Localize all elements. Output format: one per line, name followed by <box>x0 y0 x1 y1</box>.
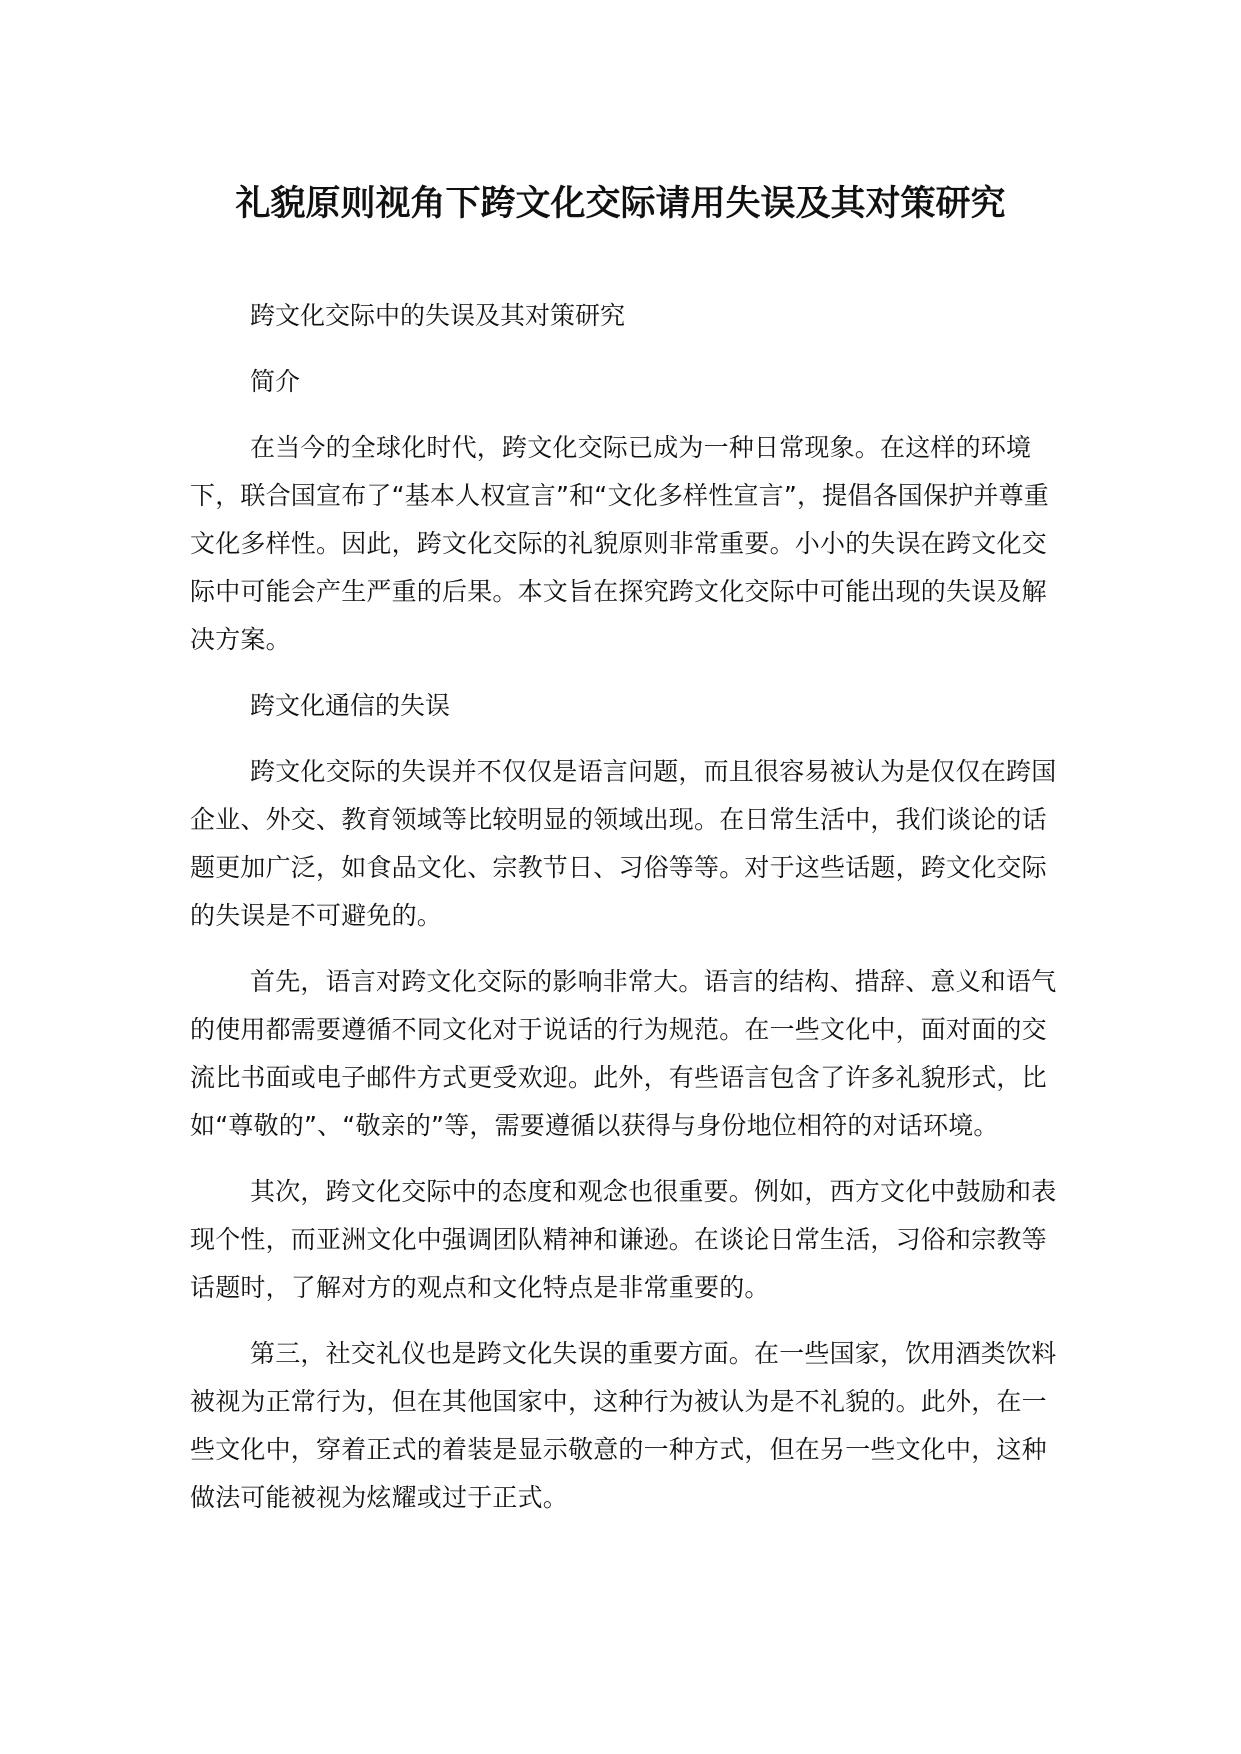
document-title: 礼貌原则视角下跨文化交际请用失误及其对策研究 <box>235 184 1006 224</box>
paragraph-attitudes: 其次，跨文化交际中的态度和观念也很重要。例如，西方文化中鼓励和表现个性，而亚洲文化中强调团队精神和谦逊。在谈论日常生活，习俗和宗教等话题时，了解对方的观点和文化特点是非常重要的。 <box>190 1177 1057 1302</box>
section-heading-intro: 简介 <box>250 367 301 396</box>
section-heading-errors: 跨文化通信的失误 <box>250 691 451 720</box>
paragraph-intro: 在当今的全球化时代，跨文化交际已成为一种日常现象。在这样的环境下，联合国宣布了“基本人权宣言”和“文化多样性宣言”，提倡各国保护并尊重文化多样性。因此，跨文化交际的礼貌原则非常重要。小小的失误在跨文化交际中可能会产生严重的后果。本文旨在探究跨文化交际中可能出现的失误及解决方案。 <box>190 433 1050 654</box>
paragraph-errors-overview: 跨文化交际的失误并不仅仅是语言问题，而且很容易被认为是仅仅在跨国企业、外交、教育领域等比较明显的领域出现。在日常生活中，我们谈论的话题更加广泛，如食品文化、宗教节日、习俗等等。对于这些话题，跨文化交际的失误是不可避免的。 <box>190 757 1057 930</box>
subtitle: 跨文化交际中的失误及其对策研究 <box>250 301 626 330</box>
document-body <box>190 292 1070 1540</box>
paragraph-etiquette: 第三，社交礼仪也是跨文化失误的重要方面。在一些国家，饮用酒类饮料被视为正常行为，但在其他国家中，这种行为被认为是不礼貌的。此外，在一些文化中，穿着正式的着装是显示敬意的一种方式，但在另一些文化中，这种做法可能被视为炫耀或过于正式。 <box>190 1339 1057 1512</box>
paragraph-language: 首先，语言对跨文化交际的影响非常大。语言的结构、措辞、意义和语气的使用都需要遵循不同文化对于说话的行为规范。在一些文化中，面对面的交流比书面或电子邮件方式更受欢迎。此外，有些语言包含了许多礼貌形式，比如“尊敬的”、“敬亲的”等，需要遵循以获得与身份地位相符的对话环境。 <box>190 967 1057 1140</box>
